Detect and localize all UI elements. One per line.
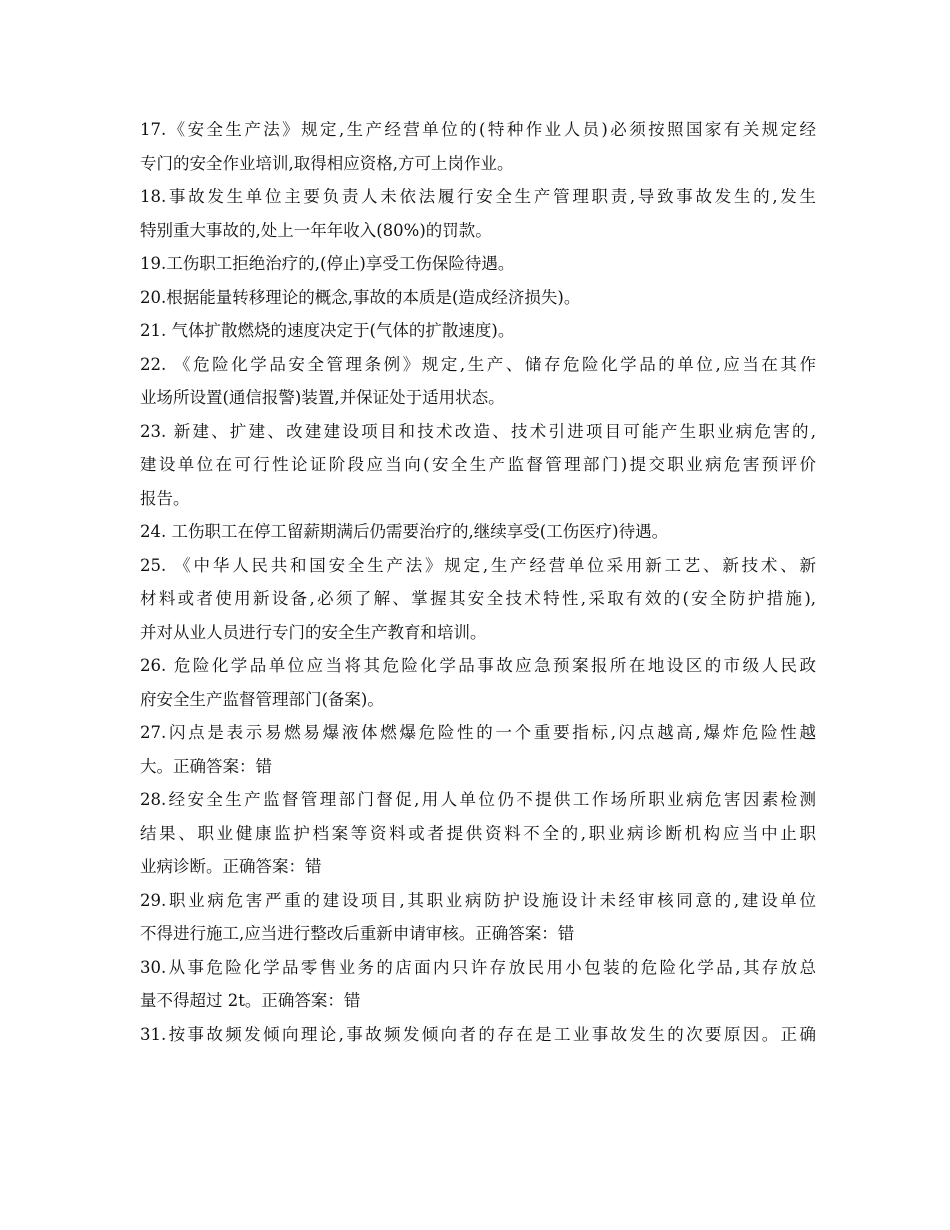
text-line: 量不得超过 2t。正确答案：错 [140,991,361,1010]
text-line: 26. 危险化学品单位应当将其危险化学品事故应急预案报所在地设区的市级人民政 [140,656,816,675]
text-line: 业场所设置(通信报警)装置,并保证处于适用状态。 [140,388,505,407]
text-line: 结果、职业健康监护档案等资料或者提供资料不全的,职业病诊断机构应当中止职 [140,823,816,843]
text-line: 不得进行施工,应当进行整改后重新申请审核。正确答案：错 [140,924,575,943]
text-line: 20.根据能量转移理论的概念,事故的本质是(造成经济损失)。 [140,287,581,307]
text-line: 30.从事危险化学品零售业务的店面内只许存放民用小包装的危险化学品,其存放总 [140,957,816,977]
document-body [140,113,816,1051]
text-line: 31.按事故频发倾向理论,事故频发倾向者的存在是工业事故发生的次要原因。正确 [140,1024,816,1044]
text-line: 材料或者使用新设备,必须了解、掌握其安全技术特性,采取有效的(安全防护措施), [140,589,816,608]
text-line: 大。正确答案：错 [140,756,272,776]
text-line: 报告。 [140,488,190,508]
text-line: 21. 气体扩散燃烧的速度决定于(气体的扩散速度)。 [140,321,515,340]
text-line: 25. 《中华人民共和国安全生产法》规定,生产经营单位采用新工艺、新技术、新 [140,555,816,575]
text-line: 29.职业病危害严重的建设项目,其职业病防护设施设计未经审核同意的,建设单位 [140,890,816,910]
text-line: 18.事故发生单位主要负责人未依法履行安全生产管理职责,导致事故发生的,发生 [140,187,816,206]
text-line: 22. 《危险化学品安全管理条例》规定,生产、储存危险化学品的单位,应当在其作 [140,354,816,374]
text-line: 17.《安全生产法》规定,生产经营单位的(特种作业人员)必须按照国家有关规定经 [140,120,816,139]
text-line: 28.经安全生产监督管理部门督促,用人单位仍不提供工作场所职业病危害因素检测 [140,790,816,809]
text-line: 23. 新建、扩建、改建建设项目和技术改造、技术引进项目可能产生职业病危害的, [140,421,816,441]
text-line: 19.工伤职工拒绝治疗的,(停止)享受工伤保险待遇。 [140,254,515,273]
text-line: 建设单位在可行性论证阶段应当向(安全生产监督管理部门)提交职业病危害预评价 [140,455,816,474]
text-line: 27.闪点是表示易燃易爆液体燃爆危险性的一个重要指标,闪点越高,爆炸危险性越 [140,723,816,742]
text-line: 专门的安全作业培训,取得相应资格,方可上岗作业。 [140,153,514,173]
text-line: 府安全生产监督管理部门(备案)。 [140,689,384,709]
text-line: 业病诊断。正确答案：错 [140,857,322,876]
text-line: 特别重大事故的,处上一年年收入(80%)的罚款。 [140,220,492,240]
text-line: 并对从业人员进行专门的安全生产教育和培训。 [140,622,487,642]
text-line: 24. 工伤职工在停工留薪期满后仍需要治疗的,继续享受(工伤医疗)待遇。 [140,522,669,541]
